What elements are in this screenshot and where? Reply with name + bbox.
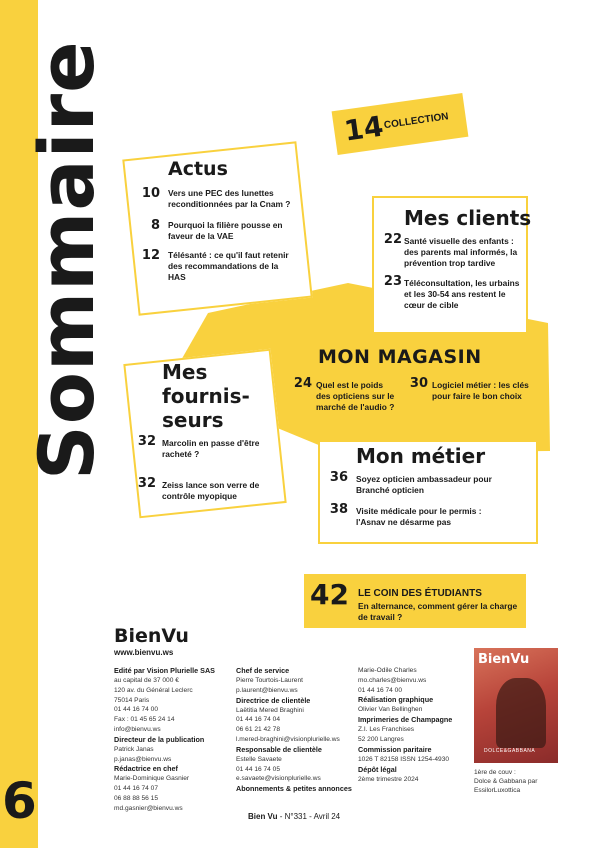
fournisseurs-item-2-page: 32 (137, 476, 156, 491)
actus-item-3-page: 12 (141, 248, 160, 263)
credit-line: 01 44 16 74 00 (114, 706, 158, 714)
metier-item-2-text: Visite médicale pour le permis : l'Asnav ne désarme pas (356, 506, 482, 527)
cover-brand: DOLCE&GABBANA (484, 748, 536, 754)
credit-line[interactable]: p.laurent@bienvu.ws (236, 686, 298, 694)
magasin-item-1-page: 24 (293, 376, 312, 391)
etudiants-title: LE COIN DES ÉTUDIANTS (358, 588, 482, 599)
credit-line: 01 44 16 74 00 (358, 686, 402, 694)
cover-caption-1: 1ère de couv : (474, 769, 516, 776)
credit-title: Chef de service (236, 666, 290, 675)
collection-label: COLLECTION (383, 111, 450, 132)
credit-title: Réalisation graphique (358, 695, 434, 705)
footer-issue: - N°331 - Avril 24 (277, 812, 341, 821)
credit-title: Edité par Vision Plurielle SAS (114, 666, 215, 675)
actus-section (140, 150, 305, 300)
cover-caption-2: Dolce & Gabbana par (474, 778, 538, 785)
fournisseurs-item-2-text: Zeiss lance son verre de contrôle myopique (162, 480, 260, 501)
credits-col-3 (358, 666, 468, 784)
actus-item-2-page: 8 (150, 218, 160, 233)
metier-title: Mon métier (356, 444, 486, 468)
actus-item-3-text: Télésanté : ce qu'il faut retenir des recommandations de la HAS (168, 250, 289, 282)
page-title: Sommaire (22, 40, 111, 480)
actus-item-2-text: Pourquoi la filière pousse en faveur de la VAE (168, 220, 283, 241)
credit-line[interactable]: l.mered-braghini@visionplurielle.ws (236, 735, 340, 743)
credit-title: Responsable de clientèle (236, 744, 322, 754)
etudiants-text: En alternance, comment gérer la charge de travail ? (358, 601, 518, 622)
footer-magazine: Bien Vu (248, 812, 278, 821)
credit-line: Marie-Dominique Gasnier (114, 775, 190, 783)
actus-item-1-page: 10 (141, 186, 160, 201)
credit-line: Patrick Janas (114, 745, 154, 753)
credit-title: Rédactrice en chef (114, 764, 178, 774)
fournisseurs-item-1-text: Marcolin en passe d'être racheté ? (162, 438, 260, 459)
actus-title: Actus (168, 158, 228, 180)
credit-line: Z.I. Les Franchises (358, 726, 415, 734)
credit-line: 06 61 21 42 78 (236, 726, 280, 734)
credit-line[interactable]: mo.charles@bienvu.ws (358, 676, 427, 684)
credit-title: Directeur de la publication (114, 734, 205, 744)
fournisseurs-title-1: Mes (162, 360, 208, 384)
metier-item-2-page: 38 (329, 502, 348, 517)
credit-line[interactable]: md.gasnier@bienvu.ws (114, 804, 183, 812)
credit-line: Olivier Van Bellinghen (358, 706, 423, 714)
credit-line[interactable]: e.savaete@visionplurielle.ws (236, 775, 321, 783)
credit-line: 2ème trimestre 2024 (358, 775, 419, 783)
cover-logo: BienVu (478, 652, 530, 667)
credit-title: Directrice de clientèle (236, 695, 311, 705)
credit-line: 01 44 16 74 04 (236, 716, 280, 724)
brand-logo: BienVu (114, 625, 189, 647)
collection-number: 14 (342, 109, 386, 148)
credits-col-2 (236, 666, 356, 794)
credit-line: Marie-Odile Charles (358, 667, 417, 674)
magasin-title: MON MAGASIN (318, 346, 482, 368)
magasin-item-2-page: 30 (409, 376, 428, 391)
credit-title: Abonnements & petites annonces (236, 784, 352, 794)
credit-line: Pierre Tourtois-Laurent (236, 677, 303, 684)
brand-url[interactable]: www.bienvu.ws (114, 648, 174, 657)
magasin-item-1-text: Quel est le poids des opticiens sur le marché de l'audio ? (316, 380, 395, 412)
credit-line[interactable]: p.janas@bienvu.ws (114, 755, 172, 763)
etudiants-page: 42 (310, 578, 349, 611)
credit-line: 01 44 16 74 05 (236, 765, 280, 773)
fournisseurs-item-1-page: 32 (137, 434, 156, 449)
cover-caption-3: EssilorLuxottica (474, 787, 521, 794)
credit-line: 01 44 16 74 07 (114, 785, 158, 793)
fournisseurs-title-3: seurs (162, 408, 224, 432)
credit-line: Fax : 01 45 65 24 14 (114, 716, 175, 724)
credit-line: 1026 T 82158 ISSN 1254-4930 (358, 755, 450, 763)
metier-item-1-page: 36 (329, 470, 348, 485)
actus-item-1-text: Vers une PEC des lunettes reconditionnées par la Cnam ? (168, 188, 291, 209)
credit-line: 120 av. du Général Leclerc (114, 686, 193, 694)
footer (248, 812, 340, 821)
credits-col-1 (114, 666, 234, 814)
credit-line: Laëtitia Mered Braghini (236, 706, 304, 714)
cover-image (474, 648, 558, 763)
credit-title: Commission paritaire (358, 744, 432, 754)
magasin-item-2-text: Logiciel métier : les clés pour faire le bon choix (432, 380, 529, 401)
credit-line: 52 200 Langres (358, 735, 404, 743)
clients-item-1-page: 22 (383, 232, 402, 247)
credit-line[interactable]: info@bienvu.ws (114, 725, 161, 733)
clients-item-2-page: 23 (383, 274, 402, 289)
credit-line: 75014 Paris (114, 696, 150, 704)
page-number: 6 (2, 772, 37, 830)
credit-line: au capital de 37 000 € (114, 677, 179, 684)
metier-item-1-text: Soyez opticien ambassadeur pour Branché opticien (356, 474, 492, 495)
clients-item-2-text: Téléconsultation, les urbains et les 30-54 ans restent le cœur de cible (404, 278, 520, 310)
credit-line: 06 88 88 56 15 (114, 794, 158, 802)
clients-title: Mes clients (404, 206, 532, 230)
fournisseurs-title-2: fournis- (162, 384, 250, 408)
credit-title: Imprimeries de Champagne (358, 715, 453, 725)
clients-item-1-text: Santé visuelle des enfants : des parents mal informés, la prévention trop tardive (404, 236, 518, 268)
cover-figure (496, 678, 546, 748)
credit-title: Dépôt légal (358, 764, 397, 774)
credit-line: Estelle Savaete (236, 755, 282, 763)
